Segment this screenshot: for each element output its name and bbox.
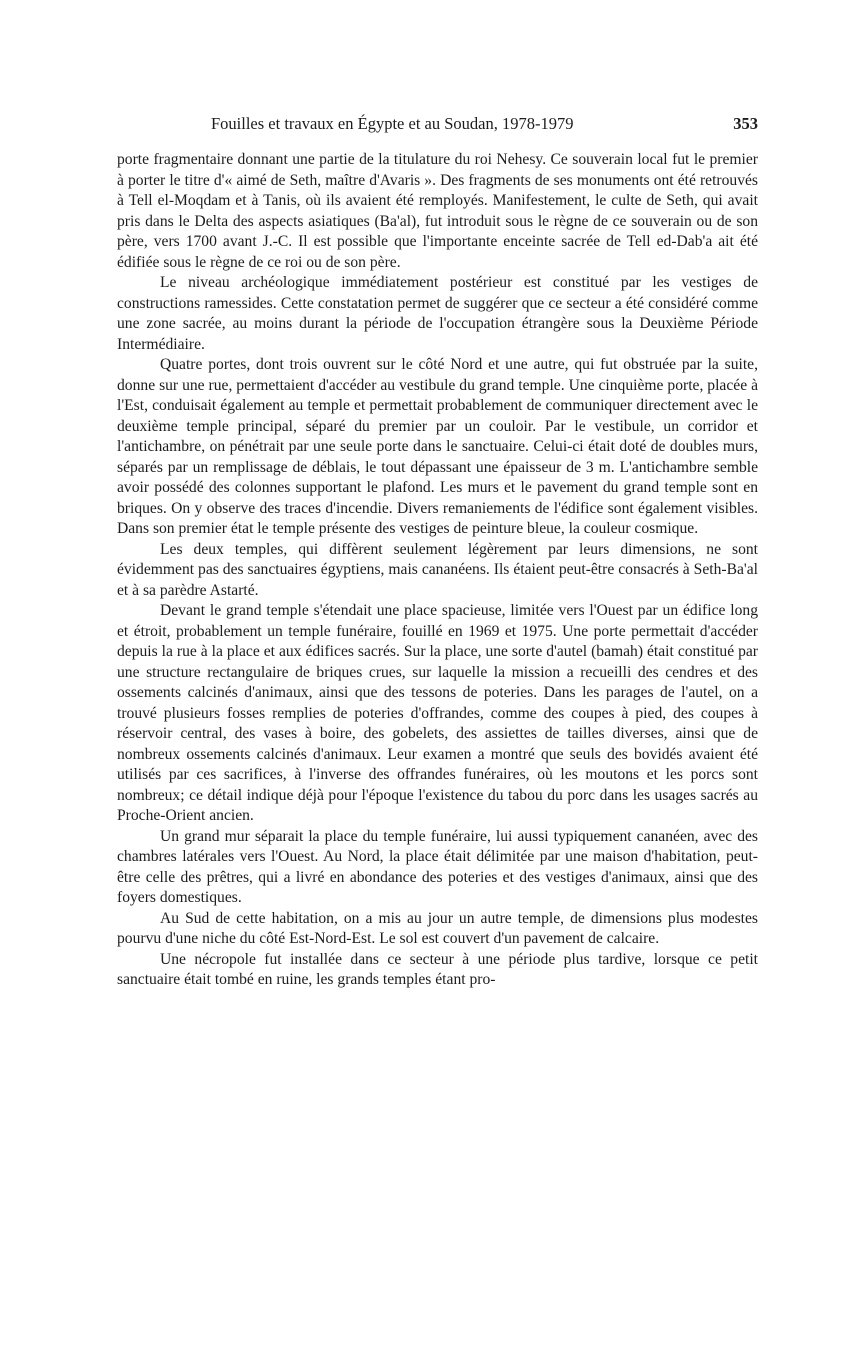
paragraph-continuation: porte fragmentaire donnant une partie de la titulature du roi Nehesy. Ce souverain local fut le premier à porter le titre d'« aimé de Seth, maître d'Avaris ». Des fragments de ses monuments ont été retrouvés à Tell el-Moqdam et à Tanis, où ils avaient été remployés. Manifestement, le culte de Seth, qui avait pris dans le Delta des aspects asiatiques (Ba'al), fut introduit sous le règne de ce souverain ou de son père, vers 1700 avant J.-C. Il est possible que l'importante enceinte sacrée de Tell ed-Dab'a ait été édifiée sous le règne de ce roi ou de son père. xyxy=(117,151,758,271)
body-text xyxy=(117,150,758,991)
paragraph-small-temple: Au Sud de cette habitation, on a mis au jour un autre temple, de dimensions plus modestes pourvu d'une niche du côté Est-Nord-Est. Le sol est couvert d'un pavement de calcaire. xyxy=(117,909,758,947)
running-header xyxy=(117,110,758,138)
book-page xyxy=(117,110,758,991)
paragraph-great-temple: Quatre portes, dont trois ouvrent sur le côté Nord et une autre, qui fut obstruée par la suite, donne sur une rue, permettaient d'accéder au vestibule du grand temple. Une cinquième porte, placée à l'Est, conduisait également au temple et permettait probablement de communiquer directement avec le deuxième temple principal, séparé du premier par un couloir. Par le vestibule, un corridor et l'antichambre, on pénétrait par une seule porte dans le sanctuaire. Celui-ci était doté de doubles murs, séparés par un remplissage de déblais, le tout dépassant une épaisseur de 3 m. L'antichambre semble avoir possédé des colonnes supportant le plafond. Les murs et le pavement du grand temple sont en briques. On y observe des traces d'incendie. Divers remaniements de l'édifice sont également visibles. Dans son premier état le temple présente des vestiges de peinture bleue, la couleur cosmique. xyxy=(117,356,758,537)
paragraph-square-altar: Devant le grand temple s'étendait une place spacieuse, limitée vers l'Ouest par un édifice long et étroit, probablement un temple funéraire, fouillé en 1969 et 1975. Une porte permettait d'accéder depuis la rue à la place et aux édifices sacrés. Sur la place, une sorte d'autel (bamah) était constitué par une structure rectangulaire de briques crues, sur laquelle la mission a recueilli des cendres et des ossements calcinés d'animaux, ainsi que des tessons de poteries. Dans les parages de l'autel, on a trouvé plusieurs fosses remplies de poteries d'offrandes, comme des coupes à pied, des coupes à réservoir central, des vases à boire, des gobelets, des assiettes de tailles diverses, ainsi que de nombreux ossements calcinés d'animaux. Leur examen a montré que seuls des bovidés avaient été utilisés par ces sacrifices, à l'inverse des offrandes funéraires, où les moutons et les porcs sont nombreux; ce détail indique déjà pour l'époque l'existence du tabou du porc dans les usages sacrés au Proche-Orient ancien. xyxy=(117,602,758,824)
paragraph-two-temples: Les deux temples, qui diffèrent seulement légèrement par leurs dimensions, ne sont évidemment pas des sanctuaires égyptiens, mais cananéens. Ils étaient peut-être consacrés à Seth-Ba'al et à sa parèdre Astarté. xyxy=(117,540,758,599)
running-title: Fouilles et travaux en Égypte et au Soudan, 1978-1979 xyxy=(211,114,574,133)
page-number: 353 xyxy=(733,114,758,133)
paragraph-necropolis: Une nécropole fut installée dans ce secteur à une période plus tardive, lorsque ce petit sanctuaire était tombé en ruine, les grands temples étant pro- xyxy=(117,950,758,988)
paragraph-ramesside-level: Le niveau archéologique immédiatement postérieur est constitué par les vestiges de constructions ramessides. Cette constatation permet de suggérer que ce secteur a été considéré comme une zone sacrée, au moins durant la période de l'occupation étrangère sous la Deuxième Période Intermédiaire. xyxy=(117,274,758,353)
paragraph-great-wall: Un grand mur séparait la place du temple funéraire, lui aussi typiquement cananéen, avec des chambres latérales vers l'Ouest. Au Nord, la place était délimitée par une maison d'habitation, peut-être celle des prêtres, qui a livré en abondance des poteries et des vestiges d'animaux, ainsi que des foyers domestiques. xyxy=(117,827,758,906)
